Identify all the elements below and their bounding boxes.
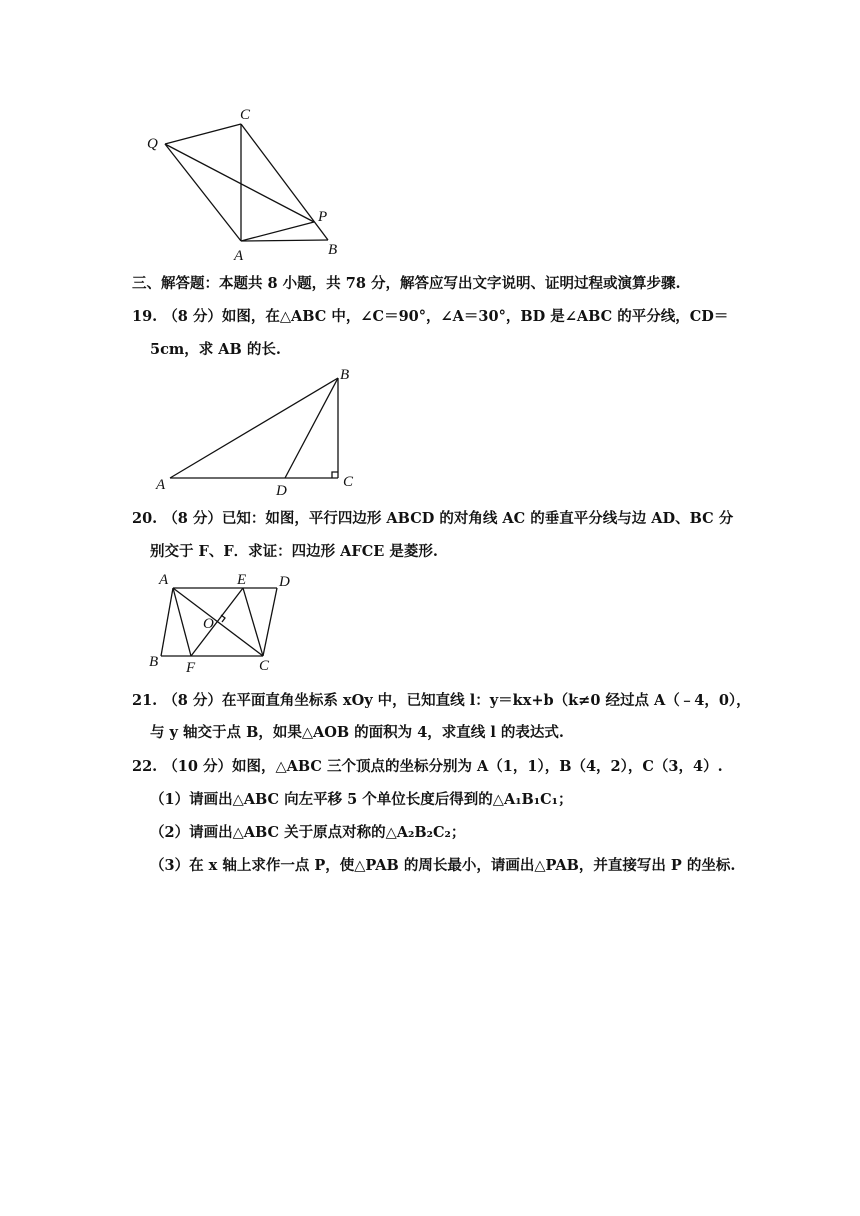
segment-qp [165, 144, 314, 222]
segment-qa [165, 144, 241, 241]
q20-line2: 别交于 F、F．求证：四边形 AFCE 是菱形. [150, 543, 438, 560]
q19-line2: 5cm，求 AB 的长. [150, 341, 281, 358]
label-p: P [318, 209, 328, 225]
label-d: D [279, 574, 290, 590]
segment-ap [241, 222, 314, 241]
q21-number: 21. [132, 692, 158, 709]
segment-ec [243, 588, 263, 656]
figure-q18-svg [140, 100, 360, 265]
segment-bd [285, 378, 338, 478]
figure-q19-svg [150, 365, 370, 499]
q22-sub1: （1）请画出△ABC 向左平移 5 个单位长度后得到的△A₁B₁C₁； [150, 791, 573, 808]
figure-q18 [140, 100, 360, 265]
q20-number: 20. [132, 510, 158, 527]
figure-q20 [145, 570, 305, 675]
section-header: 三、解答题：本题共 8 小题，共 78 分，解答应写出文字说明、证明过程或演算步骤. [132, 275, 681, 292]
q21-line1 [132, 689, 751, 710]
segment-ef [191, 588, 243, 656]
right-angle-mark [332, 472, 338, 478]
label-c: C [240, 107, 251, 123]
segment-af [173, 588, 191, 656]
label-c: C [343, 474, 354, 490]
label-b: B [149, 654, 159, 670]
q21-text-line1: （8 分）在平面直角坐标系 xOy 中，已知直线 l：y＝kx+b（k≠0 经过点 A（﹣4，0）， [163, 692, 751, 709]
label-d: D [276, 483, 287, 499]
figure-q19 [150, 365, 370, 499]
label-e: E [237, 572, 247, 588]
segment-ac [173, 588, 263, 656]
right-angle-mark [221, 615, 225, 622]
q21-line2: 与 y 轴交于点 B，如果△AOB 的面积为 4，求直线 l 的表达式. [150, 724, 564, 741]
label-a: A [234, 248, 244, 264]
q22-line1 [132, 755, 723, 776]
segment-ab [170, 378, 338, 478]
q19-number: 19. [132, 308, 158, 325]
segment-cb [241, 124, 328, 240]
label-a: A [159, 572, 169, 588]
q19-text-line1: （8 分）如图，在△ABC 中，∠C＝90°，∠A＝30°，BD 是∠ABC 的平分线，CD＝ [163, 308, 729, 325]
q20-text-line1: （8 分）已知：如图，平行四边形 ABCD 的对角线 AC 的垂直平分线与边 AD、BC 分 [163, 510, 734, 527]
label-b: B [340, 367, 350, 383]
q20-line1 [132, 507, 733, 528]
q19-line1 [132, 305, 728, 326]
label-o: O [203, 616, 214, 632]
segment-dc [263, 588, 277, 656]
segment-ab [161, 588, 173, 656]
label-c: C [259, 658, 270, 674]
q22-sub3: （3）在 x 轴上求作一点 P，使△PAB 的周长最小，请画出△PAB，并直接写出 P 的坐标. [150, 857, 736, 874]
segment-ab [241, 240, 328, 241]
q22-text-line1: （10 分）如图，△ABC 三个顶点的坐标分别为 A（1，1），B（4，2），C（3，4）. [163, 758, 723, 775]
label-q: Q [147, 136, 158, 152]
label-a: A [156, 477, 166, 493]
figure-q20-svg [145, 570, 305, 675]
segment-qc [165, 124, 241, 144]
q22-sub2: （2）请画出△ABC 关于原点对称的△A₂B₂C₂； [150, 824, 466, 841]
label-b: B [328, 242, 338, 258]
q22-number: 22. [132, 758, 158, 775]
label-f: F [186, 660, 196, 676]
